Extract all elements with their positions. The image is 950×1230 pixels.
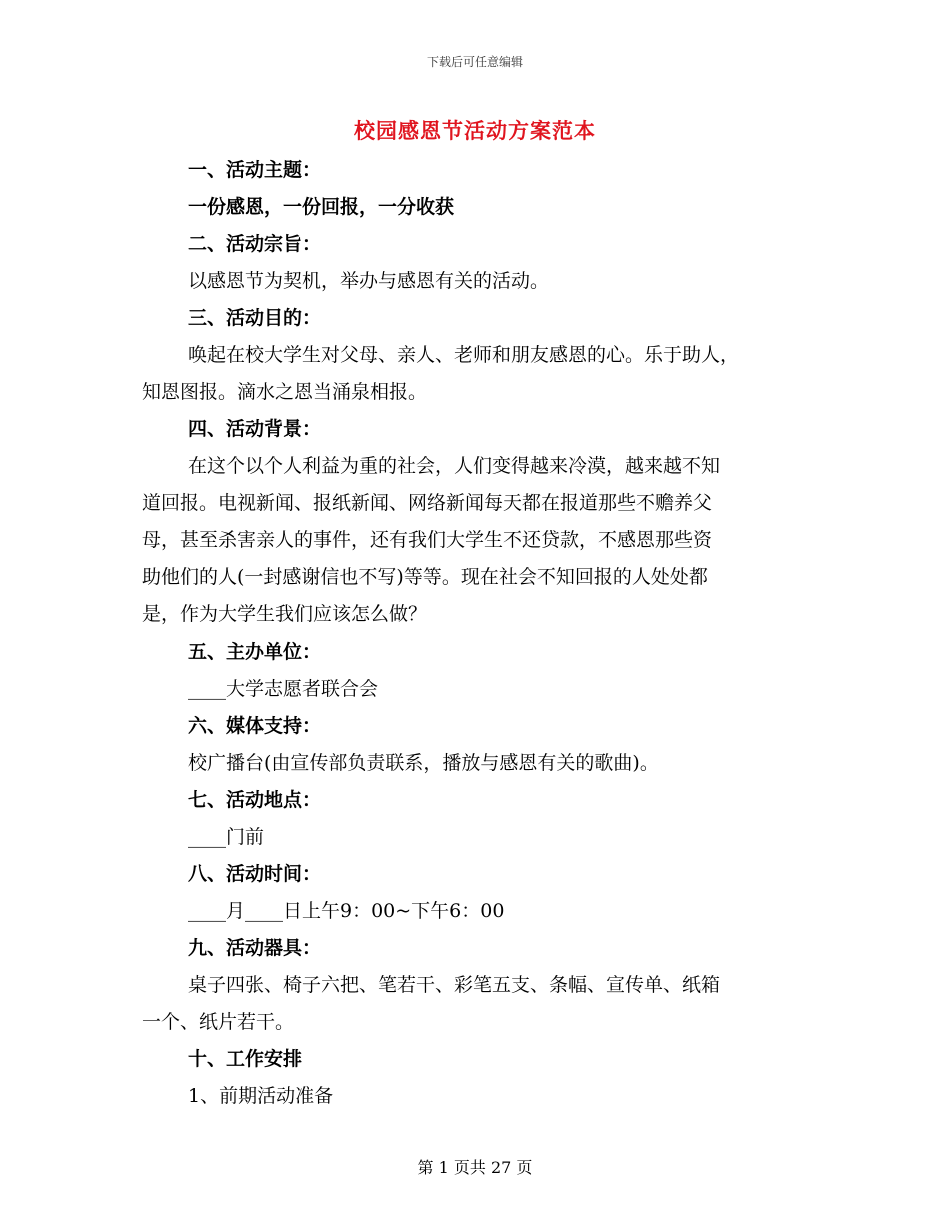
section-heading-arrangement: 十、工作安排 [188,1048,303,1070]
equipment-text-line-1: 桌子四张、椅子六把、笔若干、彩笔五支、条幅、宣传单、纸箱 [188,974,721,996]
section-heading-theme: 一、活动主题： [188,159,322,181]
organizer-text: ____大学志愿者联合会 [188,678,379,700]
purpose-text: 以感恩节为契机，举办与感恩有关的活动。 [188,270,550,292]
background-text-line-2: 道回报。电视新闻、报纸新闻、网络新闻每天都在报道那些不赡养父 [142,492,713,514]
theme-text: 一份感恩，一份回报，一分收获 [188,196,455,218]
section-heading-equipment: 九、活动器具： [188,937,322,959]
location-text: ____门前 [188,826,265,848]
section-heading-goal: 三、活动目的： [188,307,322,329]
background-text-line-5: 是，作为大学生我们应该怎么做？ [142,603,428,625]
media-text: 校广播台(由宣传部负责联系，播放与感恩有关的歌曲)。 [188,752,659,774]
section-heading-media: 六、媒体支持： [188,715,322,737]
arrangement-item-1: 1、前期活动准备 [188,1085,334,1107]
section-heading-background: 四、活动背景： [188,418,322,440]
goal-text-line-1: 唤起在校大学生对父母、亲人、老师和朋友感恩的心。乐于助人， [188,344,740,366]
equipment-text-line-2: 一个、纸片若干。 [142,1011,295,1033]
section-heading-purpose: 二、活动宗旨： [188,233,322,255]
background-text-line-4: 助他们的人(一封感谢信也不写)等等。现在社会不知回报的人处处都 [142,566,708,588]
section-heading-location: 七、活动地点： [188,789,322,811]
background-text-line-1: 在这个以个人利益为重的社会，人们变得越来冷漠，越来越不知 [188,455,721,477]
document-title: 校园感恩节活动方案范本 [354,118,596,143]
page-footer: 第 1 页共 27 页 [417,1158,533,1177]
goal-text-line-2: 知恩图报。滴水之恩当涌泉相报。 [142,381,428,403]
header-note: 下载后可任意编辑 [426,55,523,69]
background-text-line-3: 母，甚至杀害亲人的事件，还有我们大学生不还贷款，不感恩那些资 [142,529,713,551]
section-heading-organizer: 五、主办单位： [188,641,322,663]
time-text: ____月____日上午9：00~下午6：00 [188,900,505,922]
section-heading-time: 八、活动时间： [188,863,322,885]
